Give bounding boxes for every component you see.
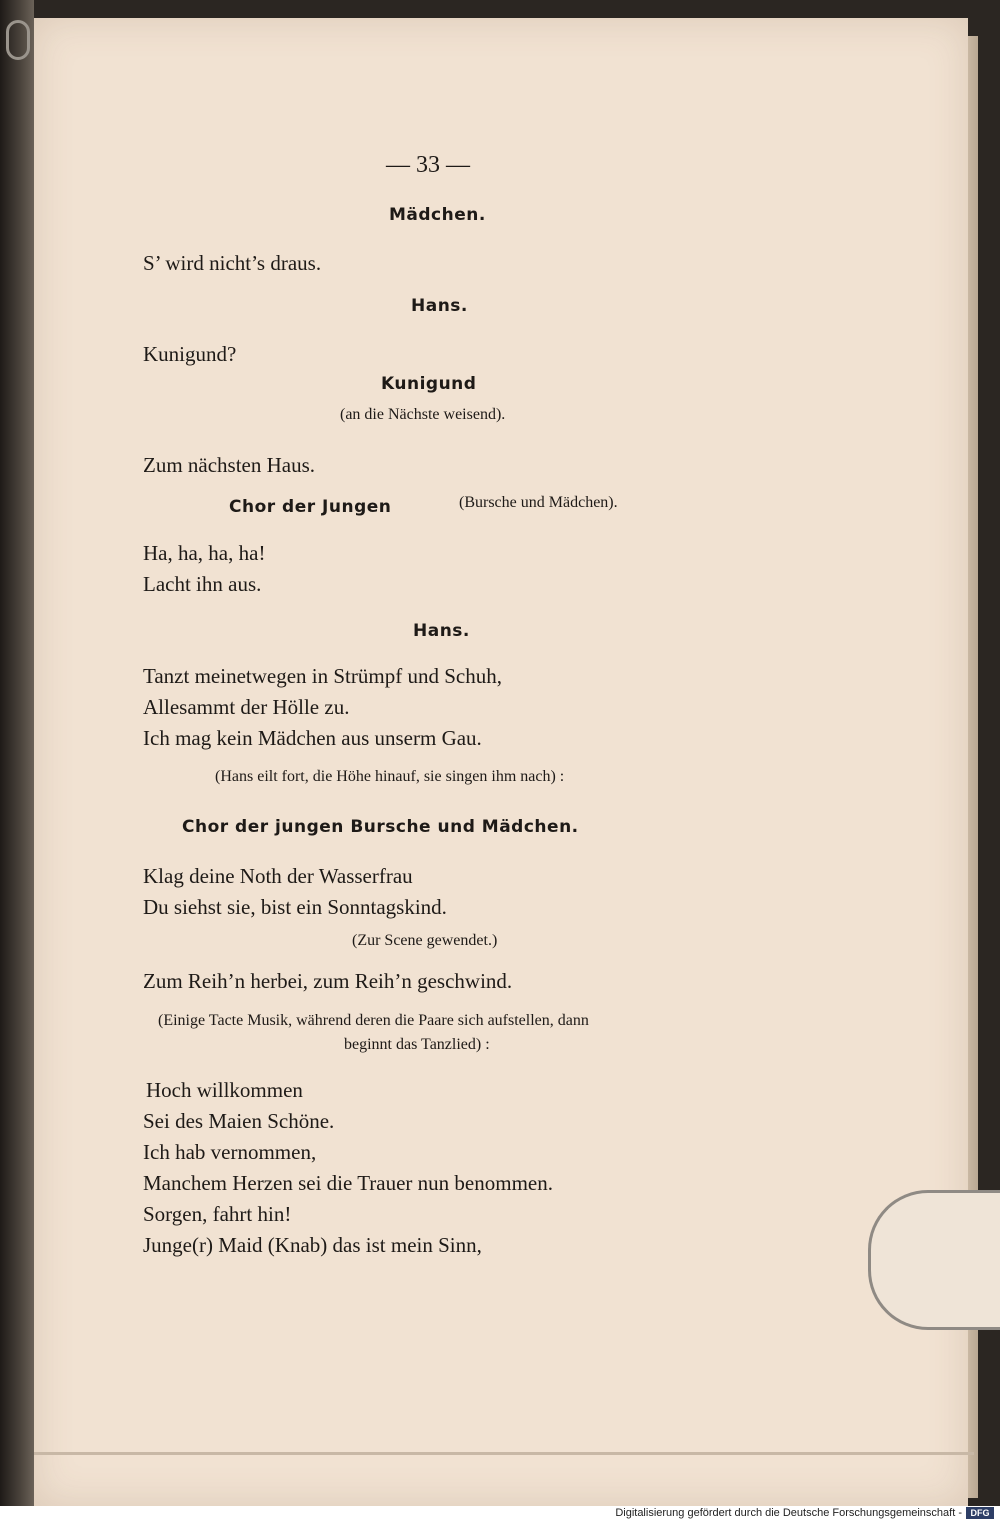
- speaker-label: Hans.: [413, 621, 470, 641]
- book-page: [34, 18, 968, 1506]
- verse-line: Ich mag kein Mädchen aus unserm Gau.: [143, 726, 482, 750]
- binding-edge: [0, 0, 34, 1506]
- verse-line: Lacht ihn aus.: [143, 572, 262, 596]
- verse-line: Klag deine Noth der Wasserfrau: [143, 864, 413, 888]
- stage-direction: (Einige Tacte Musik, während deren die Paare sich aufstellen, dann: [158, 1012, 589, 1029]
- stage-direction: (Zur Scene gewendet.): [352, 932, 498, 949]
- verse-line: Du siehst sie, bist ein Sonntagskind.: [143, 895, 447, 919]
- verse-line: Zum nächsten Haus.: [143, 453, 316, 477]
- stage-direction: (Hans eilt fort, die Höhe hinauf, sie singen ihm nach) :: [215, 768, 565, 785]
- speaker-label: Chor der jungen Bursche und Mädchen.: [182, 817, 579, 837]
- speaker-label: Hans.: [411, 296, 468, 316]
- verse-line: Allesammt der Hölle zu.: [143, 695, 350, 719]
- stage-direction: (Bursche und Mädchen).: [459, 494, 618, 511]
- verse-line: Sorgen, fahrt hin!: [143, 1202, 292, 1226]
- verse-line: Manchem Herzen sei die Trauer nun benommen.: [143, 1171, 553, 1195]
- page-number: — 33 —: [386, 152, 470, 178]
- verse-line: Ich hab vernommen,: [143, 1140, 317, 1164]
- speaker-label: Mädchen.: [389, 205, 486, 225]
- verse-line: Junge(r) Maid (Knab) das ist mein Sinn,: [143, 1233, 482, 1257]
- speaker-label: Chor der Jungen: [229, 497, 392, 517]
- verse-line: S’ wird nicht’s draus.: [143, 251, 322, 275]
- verse-line: Tanzt meinetwegen in Strümpf und Schuh,: [143, 664, 502, 688]
- binder-ring: [6, 20, 30, 60]
- verse-line: Kunigund?: [143, 342, 237, 366]
- footer-credit: Digitalisierung gefördert durch die Deutsche Forschungsgemeinschaft -: [615, 1507, 962, 1519]
- speaker-label: Kunigund: [381, 374, 477, 394]
- thumb-tab: [868, 1190, 1000, 1330]
- stage-direction: beginnt das Tanzlied) :: [344, 1036, 490, 1053]
- dfg-logo: DFG: [966, 1507, 994, 1519]
- verse-line: Sei des Maien Schöne.: [143, 1109, 335, 1133]
- page-bottom-edge: [34, 1452, 974, 1455]
- verse-line: Ha, ha, ha, ha!: [143, 541, 266, 565]
- verse-line: Hoch willkommen: [146, 1078, 303, 1102]
- stage-direction: (an die Nächste weisend).: [340, 406, 506, 423]
- verse-line: Zum Reih’n herbei, zum Reih’n geschwind.: [143, 969, 513, 993]
